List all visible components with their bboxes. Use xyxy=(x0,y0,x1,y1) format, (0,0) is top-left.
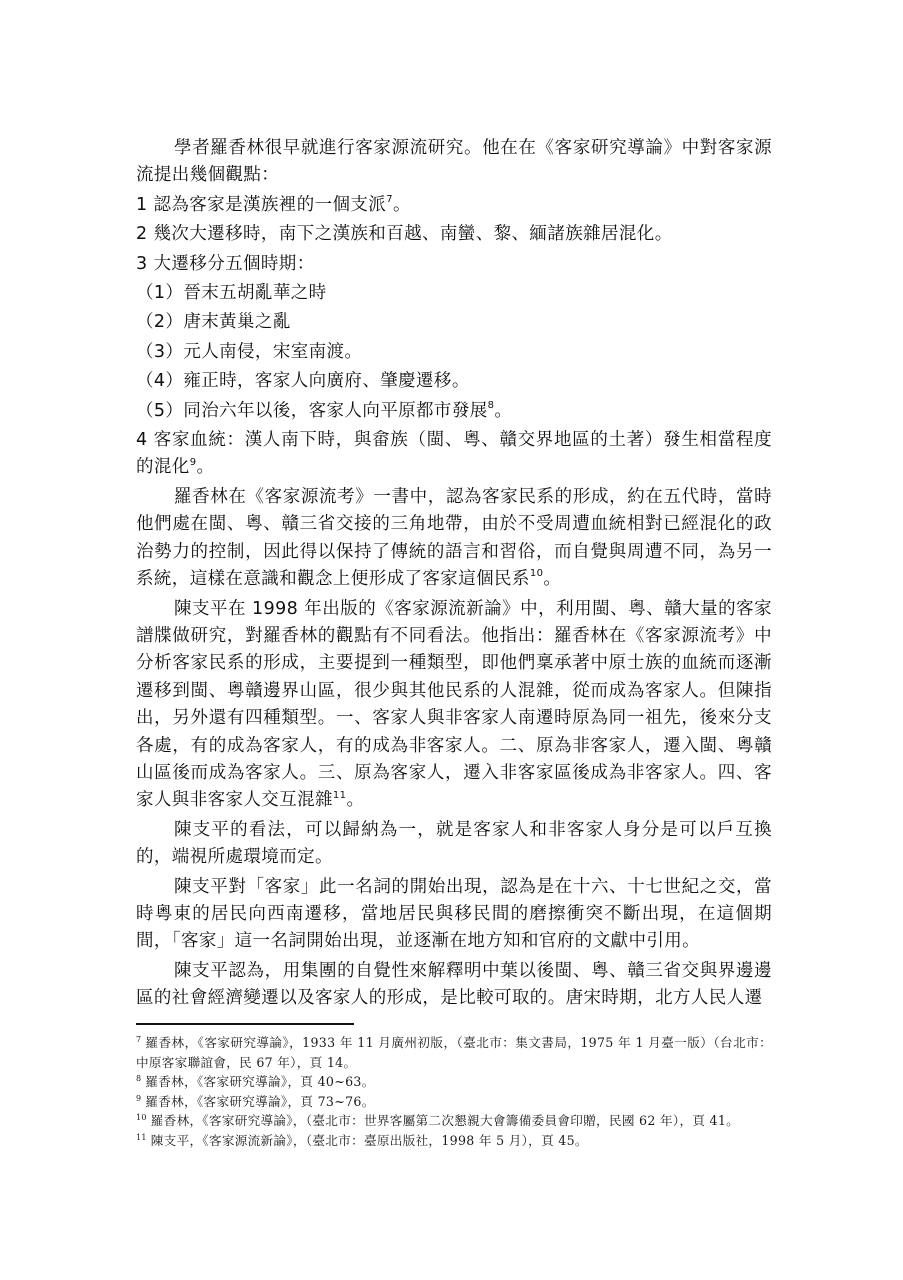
paragraph-text: 陳支平在 1998 年出版的《客家源流新論》中，利用閩、粵、贛大量的客家譜牒做研究，對羅香林的觀點有不同看法。他指出：羅香林在《客家源流考》中分析客家民系的形成，主要提到一種類型，即他們稟承著中原士族的血統而逐漸遷移到閩、粵贛邊界山區，很少與其他民系的人混雜，從而成為客家人。但陳指出，另外還有四種類型。一、客家人與非客家人南遷時原為同一祖先，後來分支各處，有的成為客家人，有的成為非客家人。二、原為非客家人，遷入閩、粵贛山區後而成為客家人。三、原為客家人，遷入非客家區後成為非客家人。四、客家人與非客家人交互混雜 xyxy=(136,598,772,811)
paragraph xyxy=(136,280,772,307)
footnote-number: 9 xyxy=(136,1093,142,1103)
footnote-text: 羅香林，《客家研究導論》，1933 年 11 月廣州初版，（臺北市：集文書局，1975 年 1 月臺一版）（台北市：中原客家聯誼會，民 67 年），頁 14。 xyxy=(136,1035,772,1070)
paragraph-text: 學者羅香林很早就進行客家源流研究。他在在《客家研究導論》中對客家源流提出幾個觀點： xyxy=(136,138,772,186)
footnote-reference[interactable]: 10 xyxy=(529,568,544,580)
paragraph-text: （1）晉末五胡亂華之時 xyxy=(136,283,327,304)
footnote-reference[interactable]: 11 xyxy=(332,789,347,801)
paragraph xyxy=(136,596,772,815)
footnote-text: 羅香林，《客家研究導論》，頁 40~63。 xyxy=(145,1074,375,1090)
footnote-separator xyxy=(136,1023,354,1025)
paragraph-text: 。 xyxy=(543,569,562,590)
footnote-number: 8 xyxy=(136,1074,142,1083)
paragraph xyxy=(136,484,772,594)
paragraph-text: 1 認為客家是漢族裡的一個支派 xyxy=(136,194,387,215)
paragraph xyxy=(136,427,772,482)
footnote-text: 羅香林，《客家研究導論》，（臺北市：世界客屬第二次懇親大會籌備委員會印贈，民國 62 年），頁 41。 xyxy=(150,1113,740,1129)
paragraph-text: 。 xyxy=(196,457,215,478)
paragraph-text: 陳支平對「客家」此一名詞的開始出現，認為是在十六、十七世紀之交，當時粵東的居民向西南遷移，當地居民與移民間的磨擦衝突不斷出現，在這個期間，「客家」這一名詞開始出現，並逐漸在地方知和官府的文獻中引用。 xyxy=(136,876,772,952)
paragraph-text: （3）元人南侵，宋室南渡。 xyxy=(136,341,363,362)
paragraph xyxy=(136,368,772,395)
paragraph-text: 。 xyxy=(494,400,513,421)
paragraph-text: （4）雍正時，客家人向廣府、肇慶遷移。 xyxy=(136,371,470,392)
footnote-number: 7 xyxy=(136,1034,142,1044)
paragraph xyxy=(136,221,772,248)
footnote xyxy=(136,1033,772,1072)
paragraph-text: （2）唐末黃巢之亂 xyxy=(136,312,291,333)
footnote-reference[interactable]: 7 xyxy=(386,193,393,205)
paragraph xyxy=(136,339,772,366)
paragraph xyxy=(136,192,772,219)
paragraph-text: （5）同治六年以後，客家人向平原都市發展 xyxy=(136,400,488,421)
paragraph-text: 。 xyxy=(392,194,411,215)
paragraph xyxy=(136,251,772,278)
paragraph xyxy=(136,309,772,336)
footnote-text: 羅香林，《客家研究導論》，頁 73~76。 xyxy=(145,1093,375,1109)
paragraph xyxy=(136,874,772,956)
footnote xyxy=(136,1072,772,1092)
footnotes xyxy=(136,1033,772,1151)
paragraph xyxy=(136,398,772,425)
paragraph-text: 陳支平的看法，可以歸納為一，就是客家人和非客家人身分是可以戶互換的，端視所處環境而定。 xyxy=(136,819,772,868)
paragraph-text: 4 客家血統：漢人南下時，與畲族（閩、粵、贛交界地區的土著）發生相當程度的混化 xyxy=(136,430,772,478)
footnote-text: 陳支平，《客家源流新論》，（臺北市：臺原出版社，1998 年 5 月），頁 45。 xyxy=(150,1132,588,1148)
footnote-number: 10 xyxy=(136,1113,147,1123)
footnote-reference[interactable]: 8 xyxy=(487,399,495,411)
footnote xyxy=(136,1131,772,1151)
paragraph-text: 。 xyxy=(346,790,365,811)
footnote-number: 11 xyxy=(136,1132,147,1142)
body-text xyxy=(136,135,772,1015)
paragraph-text: 陳支平認為，用集團的自覺性來解釋明中葉以後閩、粵、贛三省交與界邊邊區的社會經濟變遷以及客家人的形成，是比較可取的。唐宋時期，北方人民人遷 xyxy=(136,960,772,1009)
footnote xyxy=(136,1092,772,1112)
paragraph-text: 羅香林在《客家源流考》一書中，認為客家民系的形成，約在五代時，當時他們處在閩、粵、贛三省交接的三角地帶，由於不受周遭血統相對已經混化的政治勢力的控制，因此得以保持了傳統的語言和習俗，而自覺與周遭不同，為另一系統，這樣在意識和觀念上便形成了客家這個民系 xyxy=(136,486,772,590)
paragraph xyxy=(136,135,772,190)
footnote xyxy=(136,1111,772,1131)
footnote-reference[interactable]: 9 xyxy=(189,456,197,468)
paragraph-text: 2 幾次大遷移時，南下之漢族和百越、南蠻、黎、緬諸族雜居混化。 xyxy=(136,224,673,245)
paragraph-text: 3 大遷移分五個時期： xyxy=(136,253,315,274)
paragraph xyxy=(136,817,772,872)
paragraph xyxy=(136,958,772,1013)
